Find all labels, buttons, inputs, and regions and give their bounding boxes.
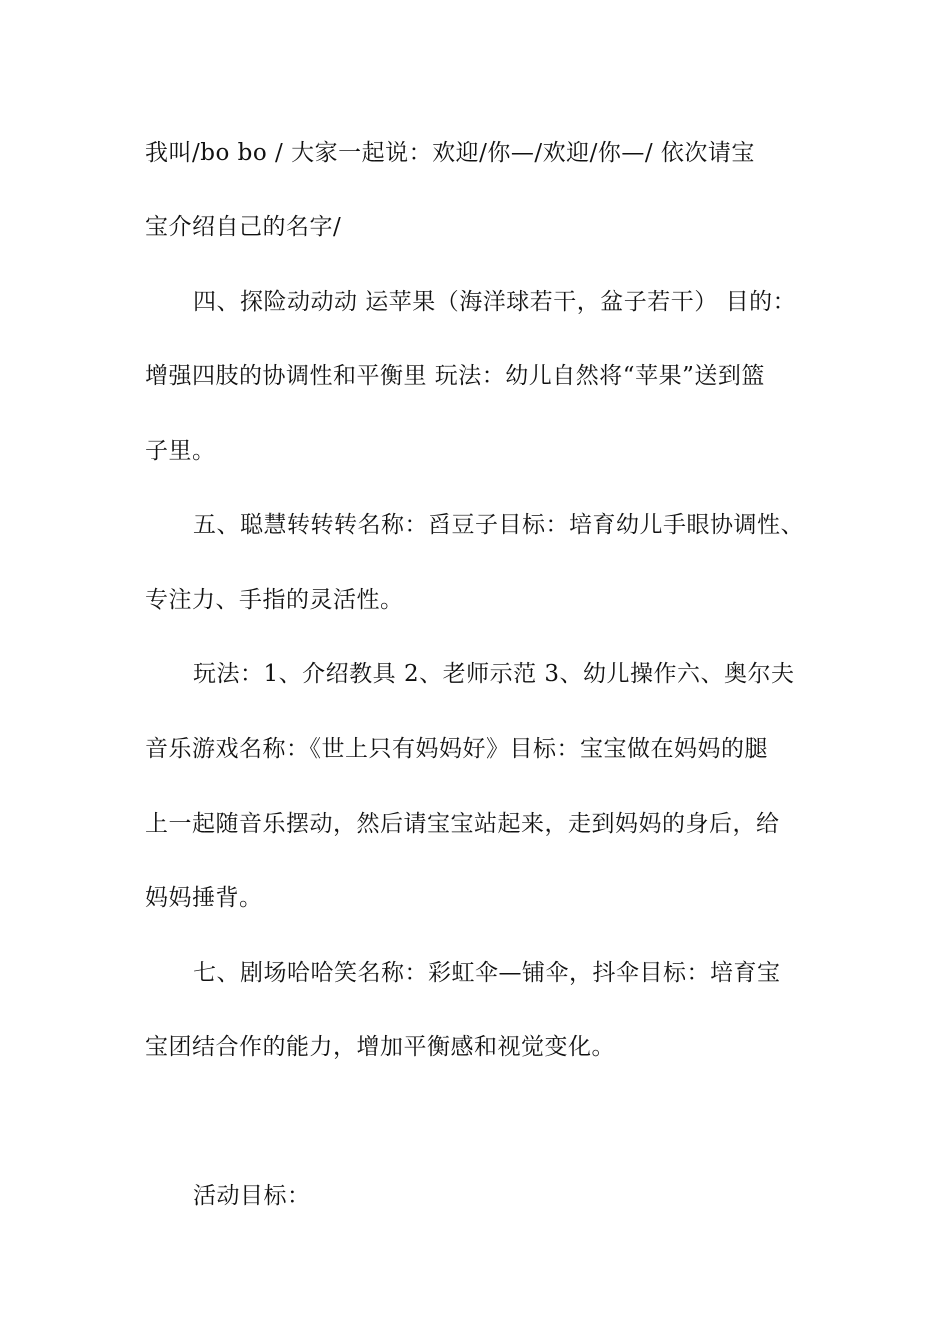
text-line: 专注力、手指的灵活性。: [145, 587, 404, 613]
text-line: 妈妈捶背。: [145, 885, 263, 911]
text-line: 音乐游戏名称：《世上只有妈妈好》目标：宝宝做在妈妈的腿: [145, 736, 768, 762]
text-line: 上一起随音乐摆动，然后请宝宝站起来，走到妈妈的身后，给: [145, 811, 780, 837]
text-line: 宝团结合作的能力，增加平衡感和视觉变化。: [145, 1034, 615, 1060]
paragraph-start-line: 玩法：1、介绍教具 2、老师示范 3、幼儿操作六、奥尔夫: [193, 661, 795, 687]
section-heading: 活动目标：: [193, 1183, 311, 1209]
text-line: 我叫/bo bo / 大家一起说：欢迎/你—/欢迎/你—/ 依次请宝: [145, 140, 755, 166]
text-line: 子里。: [145, 438, 216, 464]
text-line: 增强四肢的协调性和平衡里 玩法：幼儿自然将“苹果”送到篮: [145, 363, 765, 389]
text-line: 宝介绍自己的名字/: [145, 214, 342, 240]
paragraph-start-line: 七、剧场哈哈笑名称：彩虹伞—铺伞，抖伞目标：培育宝: [193, 960, 781, 986]
paragraph-start-line: 四、探险动动动 运苹果（海洋球若干，盆子若干） 目的：: [193, 289, 797, 315]
paragraph-start-line: 五、聪慧转转转名称：舀豆子目标：培育幼儿手眼协调性、: [193, 512, 804, 538]
